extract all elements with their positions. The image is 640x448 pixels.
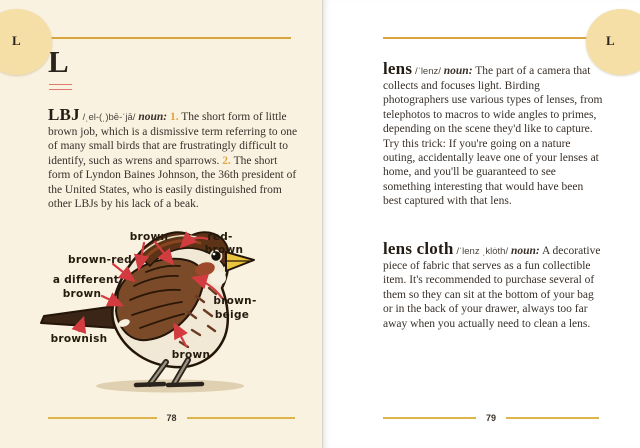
lbj-bird-illustration — [28, 224, 318, 396]
footer-rule-right — [187, 417, 296, 419]
entry-lbj — [48, 104, 298, 212]
page-number-left: 78 — [166, 413, 177, 423]
entry-pronunciation: /ˈlenz/ — [415, 65, 441, 77]
entry-part-of-speech: noun: — [443, 64, 473, 77]
entry-headword: lens cloth — [383, 238, 454, 258]
entry-headword: lens — [383, 58, 413, 78]
left-page-top-rule — [48, 37, 291, 39]
thumb-tab-right-letter: L — [606, 33, 615, 48]
bird-label-top-right-1: red- — [207, 231, 233, 243]
sense-number-2: 2. — [222, 154, 231, 167]
entry-text: A decorative piece of fabric that serves as a fun collectible item. It's recommended to purchase several of them so they can sit at the bottom of your bag or in the back of your drawer, always too far away when you actually need to clean a lens. — [383, 244, 601, 330]
bird-label-bottom: brown — [171, 349, 211, 361]
bird-label-top: brown — [129, 231, 169, 243]
bird-label-bottom-left: brownish — [50, 333, 108, 345]
bird-label-right-2: beige — [214, 309, 250, 321]
entry-pronunciation: /ˌel-(ˌ)bē-ˈjā/ — [82, 111, 136, 123]
entry-lens-cloth — [383, 238, 604, 331]
entry-part-of-speech: noun: — [510, 244, 540, 257]
throat-patch — [210, 271, 226, 285]
right-page — [322, 0, 640, 448]
bird-label-left-1: a different — [52, 274, 120, 286]
footer-rule-right — [506, 417, 599, 419]
sense-number-1: 1. — [169, 110, 179, 123]
bird-label-right-1: brown- — [213, 295, 257, 307]
right-page-top-rule — [383, 37, 599, 39]
bird-tail — [41, 306, 116, 328]
entry-pronunciation: /ˈlenz ˌklȯth/ — [456, 245, 509, 257]
sense-text-1: The short form of little brown job, which is a dismissive term referring to one of many small birds that are frustratingly difficult to identify, such as wrens and sparrows. — [48, 110, 298, 167]
right-page-footer — [383, 413, 599, 423]
bird-label-top-right-2: brown — [204, 244, 244, 256]
section-heading: L — [48, 44, 69, 79]
thumb-tab-left — [0, 9, 52, 75]
thumb-tab-left-letter: L — [12, 33, 21, 48]
bird-label-left-2: brown — [62, 288, 102, 300]
footer-rule-left — [383, 417, 476, 419]
bird-label-upper-left: brown-red — [68, 254, 132, 266]
page-number-right: 79 — [486, 413, 497, 423]
section-heading-underline — [49, 84, 72, 90]
footer-rule-left — [48, 417, 157, 419]
entry-headword: LBJ — [48, 104, 80, 124]
sense-text-2: The short form of Lyndon Baines Johnson, the 36th president of the United States, who is easily distinguished from other LBJs by his lack of a beak. — [48, 154, 297, 210]
entry-text: The part of a camera that collects and focuses light. Birding photographers use various types of lenses, from telephotos to macros to wide angles to primes, depending on the scene they'd like to capture. Try this trick: If you're going on a nature outing, accidentally leave one of your lenses at home, and you'll be guaranteed to see something interesting that would have been best captured with that lens. — [383, 64, 603, 208]
entry-lens — [383, 58, 604, 209]
left-page-footer — [48, 413, 295, 423]
entry-part-of-speech: noun: — [138, 110, 168, 123]
